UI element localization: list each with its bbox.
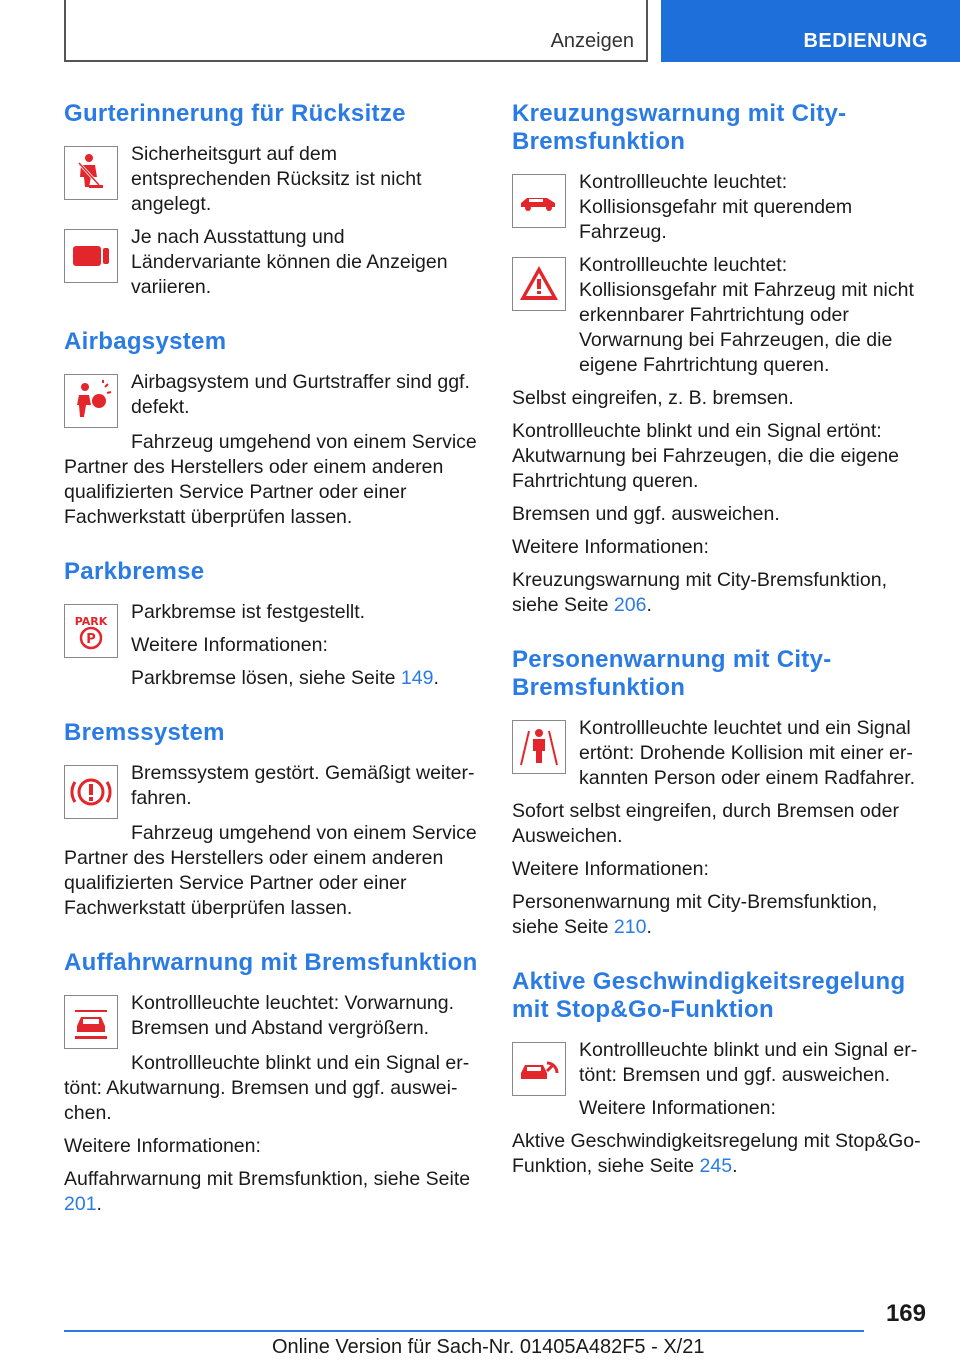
section-personenwarnung: [512, 646, 927, 940]
page-link-245[interactable]: 245: [699, 1155, 733, 1177]
link-text: Aktive Geschwindigkeitsregelung mit Stop&Go-Funktion, siehe Seite: [512, 1130, 921, 1177]
page-link-149[interactable]: 149: [400, 667, 434, 689]
paragraph: Weitere Informationen:: [512, 536, 709, 558]
section-title: Parkbremse: [64, 558, 205, 585]
section-title: Auffahrwarnung mit Bremsfunktion: [64, 949, 478, 976]
airbag-warning-icon: [64, 374, 118, 428]
page-link-201[interactable]: 201: [64, 1193, 97, 1215]
paragraph: Sicherheitsgurt auf dem entsprechenden Rücksitz ist nicht angelegt.: [131, 143, 422, 215]
footer-divider: [64, 1330, 864, 1332]
section-auffahrwarnung: [64, 949, 479, 1217]
page-number: 169: [885, 1300, 926, 1327]
section-geschwindigkeitsregelung: [512, 968, 927, 1179]
paragraph: Kontrollleuchte blinkt und ein Signal ertönt: Akutwarnung. Bremsen und ggf. ausweichen.: [64, 1052, 470, 1124]
page-link-206[interactable]: 206: [613, 594, 647, 616]
paragraph: [64, 1167, 479, 1217]
section-label: Anzeigen: [550, 30, 634, 52]
header-box: [64, 0, 648, 62]
paragraph: [512, 1129, 927, 1179]
section-title: Airbagsystem: [64, 328, 227, 355]
link-text: Kreuzungswarnung mit City-Bremsfunktion, siehe Seite: [512, 569, 887, 616]
section-airbagsystem: [64, 328, 479, 530]
paragraph: Kontrollleuchte leuchtet: Vorwarnung. Bremsen und Abstand vergrößern.: [131, 992, 455, 1039]
paragraph: Parkbremse ist festgestellt.: [131, 601, 366, 623]
paragraph: Bremsen und ggf. ausweichen.: [512, 503, 780, 525]
punct: .: [646, 916, 652, 938]
paragraph: Kontrollleuchte leuchtet und ein Signal ertönt: Drohende Kollision mit einer erkannten Person oder einem Radfahrer.: [579, 717, 916, 789]
paragraph: Fahrzeug umgehend von einem Service Partner des Herstellers oder einem anderen qualifizierten Service Partner oder einer Fachwerkstatt überprüfen lassen.: [64, 431, 477, 528]
front-collision-warning-icon: [64, 995, 118, 1049]
section-title: Kreuzungswarnung mit City-Bremsfunktion: [512, 100, 847, 155]
right-column: [512, 100, 927, 1207]
punct: .: [96, 1193, 102, 1215]
section-title: Personenwarnung mit City-Bremsfunktion: [512, 646, 832, 701]
section-bremssystem: [64, 719, 479, 921]
paragraph: Weitere Informationen:: [512, 858, 709, 880]
link-text: Parkbremse lösen, siehe Seite: [131, 667, 401, 689]
cross-traffic-warning-icon: [512, 174, 566, 228]
tab-bedienung[interactable]: BEDIENUNG: [661, 0, 960, 62]
svg-text:PARK: PARK: [74, 615, 108, 628]
left-column: [64, 100, 479, 1245]
paragraph: Kontrollleuchte blinkt und ein Signal ertönt: Akutwarnung bei Fahrzeugen, die die eigene Fahrtrichtung queren.: [512, 420, 900, 492]
paragraph: [512, 568, 927, 618]
paragraph: Airbagsystem und Gurtstraffer sind ggf. defekt.: [131, 371, 470, 418]
warning-triangle-icon: [512, 257, 566, 311]
section-kreuzungswarnung: [512, 100, 927, 618]
paragraph: Weitere Informationen:: [579, 1097, 776, 1119]
paragraph: Bremssystem gestört. Gemäßigt weiterfahren.: [131, 762, 475, 809]
section-parkbremse: [64, 558, 479, 691]
section-title: Bremssystem: [64, 719, 225, 746]
link-text: Personenwarnung mit City-Bremsfunktion, siehe Seite: [512, 891, 878, 938]
paragraph: Sofort selbst eingreifen, durch Bremsen oder Ausweichen.: [512, 800, 899, 847]
paragraph: Weitere Informationen:: [131, 634, 328, 656]
acc-stop-go-warning-icon: [512, 1042, 566, 1096]
paragraph: Kontrollleuchte leuchtet: Kollisionsgefahr mit Fahrzeug mit nicht erkennbarer Fahrtrichtung oder Vorwarnung bei Fahrzeugen, die die eigene Fahrtrichtung queren.: [579, 254, 914, 376]
punct: .: [646, 594, 652, 616]
pedestrian-warning-icon: [512, 720, 566, 774]
punct: .: [433, 667, 439, 689]
section-title: Aktive Geschwindigkeitsregelung mit Stop&Go-Funktion: [512, 968, 906, 1023]
paragraph: Je nach Ausstattung und Ländervariante können die Anzeigen variieren.: [131, 226, 448, 298]
page-link-210[interactable]: 210: [613, 916, 647, 938]
section-gurterinnerung: [64, 100, 479, 300]
link-text: Auffahrwarnung mit Bremsfunktion, siehe Seite: [64, 1168, 471, 1190]
paragraph: Kontrollleuchte leuchtet: Kollisionsgefahr mit querendem Fahrzeug.: [579, 171, 853, 243]
brake-system-warning-icon: [64, 765, 118, 819]
paragraph: [64, 666, 479, 691]
paragraph: [512, 890, 927, 940]
seatbelt-warning-icon: [64, 146, 118, 200]
paragraph: Weitere Informationen:: [64, 1135, 261, 1157]
paragraph: Kontrollleuchte blinkt und ein Signal ertönt: Bremsen und ggf. ausweichen.: [579, 1039, 918, 1086]
seatbelt-rear-indicator-icon: [64, 229, 118, 283]
paragraph: Selbst eingreifen, z. B. bremsen.: [512, 387, 794, 409]
paragraph: Fahrzeug umgehend von einem Service Partner des Herstellers oder einem anderen qualifizierten Service Partner oder einer Fachwerkstatt überprüfen lassen.: [64, 822, 477, 919]
punct: .: [732, 1155, 738, 1177]
svg-text:P: P: [86, 632, 96, 647]
parking-brake-icon: [64, 604, 118, 658]
online-version-text: Online Version für Sach-Nr. 01405A482F5 - X/21: [272, 1336, 705, 1358]
section-title: Gurterinnerung für Rücksitze: [64, 100, 406, 127]
